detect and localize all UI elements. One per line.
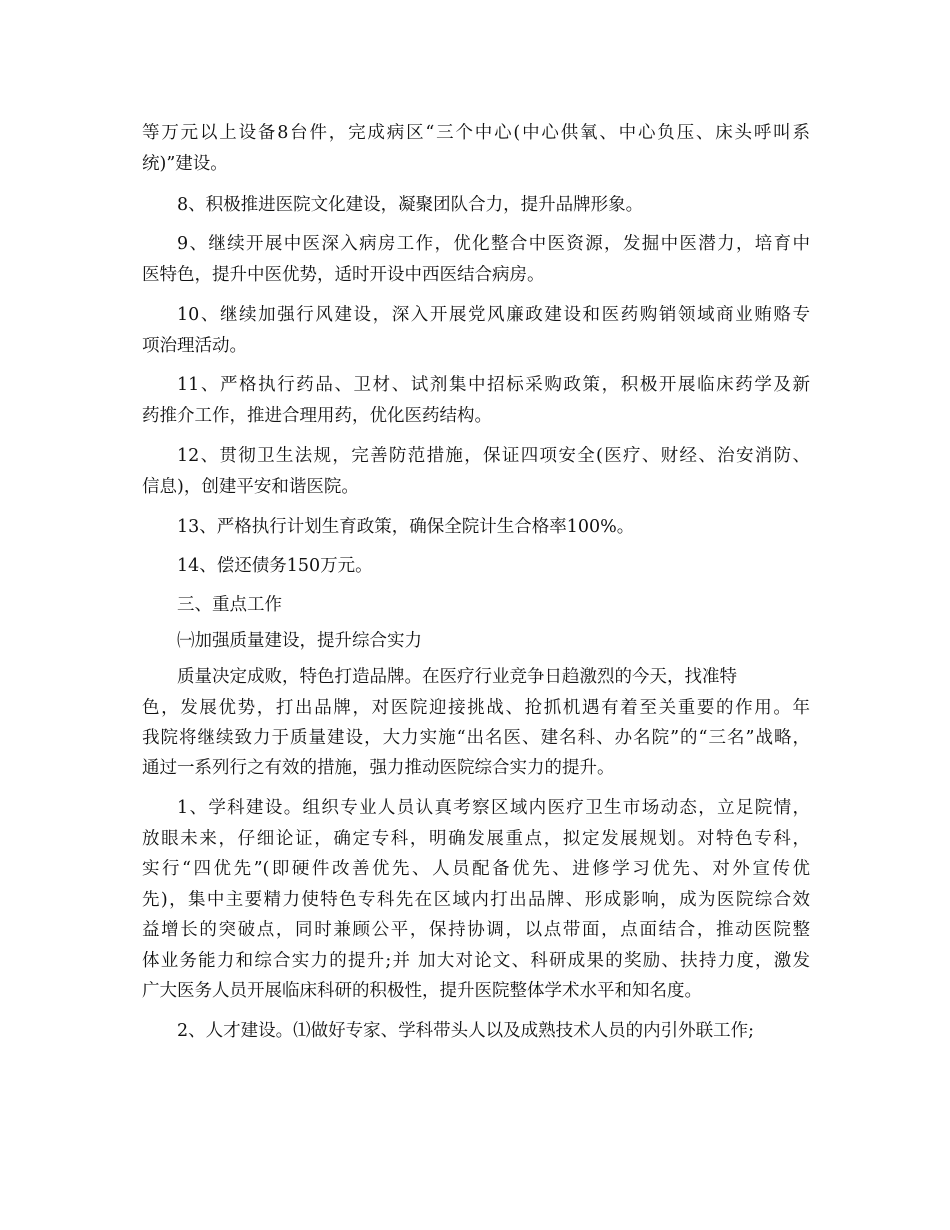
- text-line: 信息)，创建平安和谐医院。: [142, 477, 359, 497]
- subsection-heading: ㈠加强质量建设，提升综合实力: [177, 631, 422, 651]
- text-line: 10、继续加强行风建设，深入开展党风廉政建设和医药购销领域商业贿赂专: [177, 305, 810, 325]
- text-line: 体业务能力和综合实力的提升;并 加大对论文、科研成果的奖励、扶持力度，激发: [142, 951, 810, 971]
- text-line: 质量决定成败，特色打造品牌。在医疗行业竞争日趋激烈的今天，找准特: [177, 667, 737, 687]
- text-line: 药推介工作，推进合理用药，优化医药结构。: [142, 406, 492, 426]
- text-line: 通过一系列行之有效的措施，强力推动医院综合实力的提升。: [142, 758, 615, 778]
- text-line: 14、偿还债务150万元。: [177, 556, 373, 576]
- text-line: 8、积极推进医院文化建设，凝聚团队合力，提升品牌形象。: [177, 195, 644, 215]
- text-line: 我院将继续致力于质量建设，大力实施“出名医、建名科、办名院”的“三名”战略，: [142, 728, 810, 748]
- text-line: 统)”建设。: [142, 154, 228, 174]
- text-line: 1、学科建设。组织专业人员认真考察区域内医疗卫生市场动态，立足院情，: [177, 798, 810, 818]
- text-line: 2、人才建设。⑴做好专家、学科带头人以及成熟技术人员的内引外联工作;: [177, 1021, 755, 1041]
- text-line: 实行“四优先”(即硬件改善优先、人员配备优先、进修学习优先、对外宣传优: [142, 859, 810, 879]
- text-line: 放眼未来，仔细论证，确定专科，明确发展重点，拟定发展规划。对特色专科，: [142, 829, 810, 849]
- text-line: 13、严格执行计划生育政策，确保全院计生合格率100%。: [177, 517, 635, 537]
- text-line: 项治理活动。: [142, 336, 247, 356]
- text-line: 广大医务人员开展临床科研的积极性，提升医院整体学术水平和知名度。: [142, 981, 702, 1001]
- text-line: 等万元以上设备8台件，完成病区“三个中心(中心供氧、中心负压、床头呼叫系: [142, 123, 810, 143]
- text-line: 9、继续开展中医深入病房工作，优化整合中医资源，发掘中医潜力，培育中: [177, 234, 810, 254]
- text-line: 先)，集中主要精力使特色专科先在区域内打出品牌、形成影响，成为医院综合效: [142, 890, 810, 910]
- text-line: 12、贯彻卫生法规，完善防范措施，保证四项安全(医疗、财经、治安消防、: [177, 446, 810, 466]
- text-line: 色，发展优势，打出品牌，对医院迎接挑战、抢抓机遇有着至关重要的作用。年: [142, 698, 810, 718]
- text-line: 11、严格执行药品、卫材、试剂集中招标采购政策，积极开展临床药学及新: [177, 375, 810, 395]
- section-heading: 三、重点工作: [177, 595, 282, 615]
- text-line: 益增长的突破点，同时兼顾公平，保持协调，以点带面，点面结合，推动医院整: [142, 920, 810, 940]
- text-line: 医特色，提升中医优势，适时开设中西医结合病房。: [142, 265, 545, 285]
